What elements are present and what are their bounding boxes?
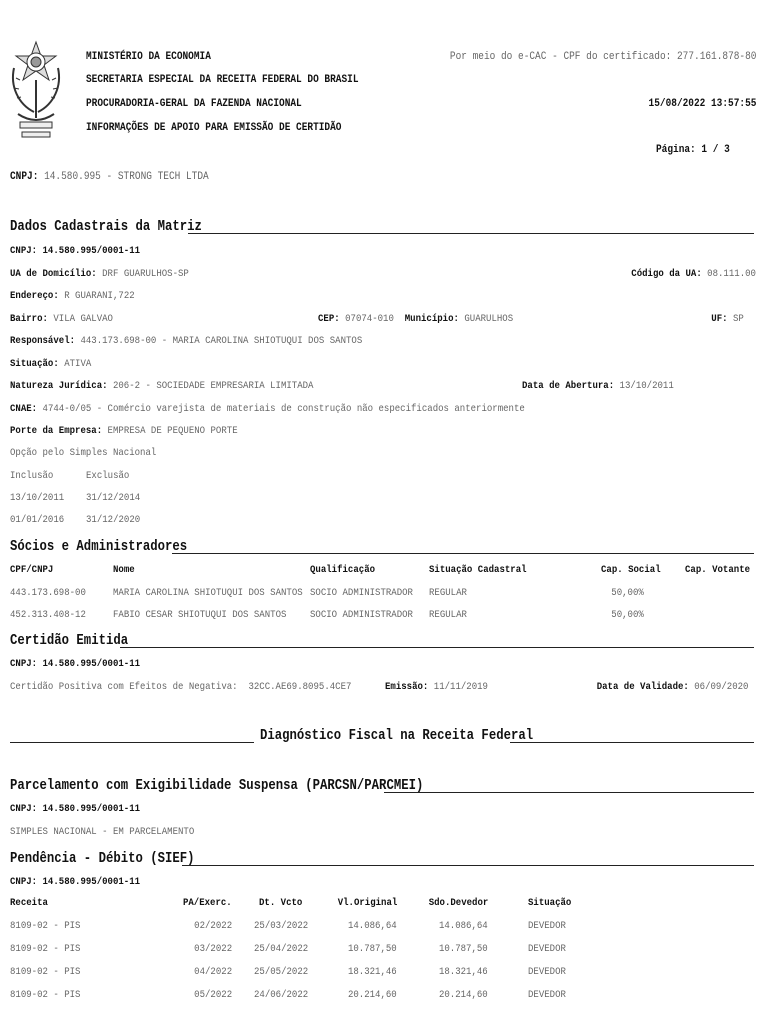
cnae: CNAE: 4744-0/05 - Comércio varejista de materiais de construção não especificados anteriormente bbox=[10, 403, 525, 415]
section-title-socios: Sócios e Administradores bbox=[10, 538, 188, 555]
section-title-parcsn: Parcelamento com Exigibilidade Suspensa (PARCSN/PARCMEI) bbox=[10, 777, 424, 794]
pendencia-header-situacao: Situação bbox=[528, 897, 572, 909]
pendencia-cell: DEVEDOR bbox=[528, 920, 566, 932]
data-abertura: Data de Abertura: 13/10/2011 bbox=[522, 380, 674, 392]
pendencia-header-vcto: Dt. Vcto bbox=[259, 897, 303, 909]
pendencia-cell: 20.214,60 bbox=[439, 989, 488, 1001]
socios-header-nome: Nome bbox=[113, 564, 135, 576]
certidao-emissao: Emissão: 11/11/2019 bbox=[385, 681, 488, 693]
pendencia-cell: DEVEDOR bbox=[528, 966, 566, 978]
pendencia-cell: 18.321,46 bbox=[439, 966, 488, 978]
ecac-certificate: Por meio do e-CAC - CPF do certificado: 277.161.878-80 bbox=[449, 51, 756, 63]
socio-cell: 50,00% bbox=[611, 587, 644, 599]
socio-cell: FABIO CESAR SHIOTUQUI DOS SANTOS bbox=[113, 609, 287, 621]
pendencia-header-pa: PA/Exerc. bbox=[183, 897, 232, 909]
pendencia-header-receita: Receita bbox=[10, 897, 48, 909]
pendencia-cell: 25/04/2022 bbox=[254, 943, 309, 955]
socio-cell: MARIA CAROLINA SHIOTUQUI DOS SANTOS bbox=[113, 587, 303, 599]
socio-cell: 50,00% bbox=[611, 609, 644, 621]
pendencia-cell: 04/2022 bbox=[194, 966, 232, 978]
socio-cell: SOCIO ADMINISTRADOR bbox=[310, 609, 413, 621]
section-rule bbox=[182, 865, 754, 866]
section-rule bbox=[120, 647, 754, 648]
pendencia-header-vl-original: Vl.Original bbox=[337, 897, 397, 909]
responsavel: Responsável: 443.173.698-00 - MARIA CAROLINA SHIOTUQUI DOS SANTOS bbox=[10, 335, 363, 347]
socios-header-situacao: Situação Cadastral bbox=[429, 564, 527, 576]
socios-header-cap-votante: Cap. Votante bbox=[685, 564, 751, 576]
section-title-certidao: Certidão Emitida bbox=[10, 632, 129, 649]
pendencia-header-sdo-devedor: Sdo.Devedor bbox=[428, 897, 488, 909]
section-title-diagnostico: Diagnóstico Fiscal na Receita Federal bbox=[260, 727, 534, 744]
pendencia-cell: 8109-02 - PIS bbox=[10, 920, 81, 932]
bairro: Bairro: VILA GALVAO bbox=[10, 313, 113, 325]
socios-header-cap-social: Cap. Social bbox=[601, 564, 661, 576]
natureza-juridica: Natureza Jurídica: 206-2 - SOCIEDADE EMPRESARIA LIMITADA bbox=[10, 380, 314, 392]
socios-header-qualificacao: Qualificação bbox=[310, 564, 376, 576]
pendencia-cell: 10.787,50 bbox=[439, 943, 488, 955]
top-cnpj: CNPJ: 14.580.995 - STRONG TECH LTDA bbox=[10, 171, 209, 183]
socios-header-cpf: CPF/CNPJ bbox=[10, 564, 54, 576]
header-procuradoria: PROCURADORIA-GERAL DA FAZENDA NACIONAL bbox=[86, 98, 302, 110]
simples-cell: 31/12/2020 bbox=[86, 514, 141, 526]
certidao-tipo: Certidão Positiva com Efeitos de Negativa: 32CC.AE69.8095.4CE7 bbox=[10, 681, 352, 693]
pendencia-cell: DEVEDOR bbox=[528, 943, 566, 955]
dados-cnpj: CNPJ: 14.580.995/0001-11 bbox=[10, 245, 141, 257]
simples-cell: 31/12/2014 bbox=[86, 492, 141, 504]
simples-cell: 13/10/2011 bbox=[10, 492, 65, 504]
pendencia-cell: 03/2022 bbox=[194, 943, 232, 955]
pendencia-cell: 8109-02 - PIS bbox=[10, 966, 81, 978]
situacao: Situação: ATIVA bbox=[10, 358, 92, 370]
simples-cell: 01/01/2016 bbox=[10, 514, 65, 526]
socio-cell: SOCIO ADMINISTRADOR bbox=[310, 587, 413, 599]
simples-title: Opção pelo Simples Nacional bbox=[10, 447, 157, 459]
simples-head-exclusao: Exclusão bbox=[86, 470, 130, 482]
parcsn-cnpj: CNPJ: 14.580.995/0001-11 bbox=[10, 803, 141, 815]
pendencia-cell: 02/2022 bbox=[194, 920, 232, 932]
pendencia-cell: 05/2022 bbox=[194, 989, 232, 1001]
ua-domicilio: UA de Domicílio: DRF GUARULHOS-SP bbox=[10, 268, 189, 280]
cep-municipio: CEP: 07074-010 Município: GUARULHOS bbox=[318, 313, 514, 325]
certidao-cnpj: CNPJ: 14.580.995/0001-11 bbox=[10, 658, 141, 670]
pendencia-cell: 8109-02 - PIS bbox=[10, 943, 81, 955]
pendencia-cell: 18.321,46 bbox=[348, 966, 397, 978]
codigo-ua: Código da UA: 08.111.00 bbox=[631, 268, 756, 280]
section-rule bbox=[188, 233, 754, 234]
page-indicator: Página: 1 / 3 bbox=[656, 144, 730, 156]
header-ministry: MINISTÉRIO DA ECONOMIA bbox=[86, 51, 211, 63]
section-rule bbox=[384, 792, 754, 793]
section-title-dados-cadastrais: Dados Cadastrais da Matriz bbox=[10, 218, 202, 235]
endereco: Endereço: R GUARANI,722 bbox=[10, 290, 135, 302]
coat-of-arms-emblem bbox=[8, 38, 64, 142]
pendencia-cell: 20.214,60 bbox=[348, 989, 397, 1001]
porte-empresa: Porte da Empresa: EMPRESA DE PEQUENO PORTE bbox=[10, 425, 238, 437]
pendencia-cell: 24/06/2022 bbox=[254, 989, 309, 1001]
pendencia-cnpj: CNPJ: 14.580.995/0001-11 bbox=[10, 876, 141, 888]
parcsn-status: SIMPLES NACIONAL - EM PARCELAMENTO bbox=[10, 826, 195, 838]
emission-datetime: 15/08/2022 13:57:55 bbox=[648, 98, 756, 110]
pendencia-cell: 14.086,64 bbox=[348, 920, 397, 932]
section-title-pendencia: Pendência - Débito (SIEF) bbox=[10, 850, 195, 867]
uf: UF: SP bbox=[711, 313, 744, 325]
section-rule bbox=[510, 742, 754, 743]
section-rule bbox=[172, 553, 754, 554]
socio-cell: REGULAR bbox=[429, 609, 467, 621]
header-secretaria: SECRETARIA ESPECIAL DA RECEITA FEDERAL DO BRASIL bbox=[86, 74, 359, 86]
socio-cell: 452.313.408-12 bbox=[10, 609, 86, 621]
socio-cell: REGULAR bbox=[429, 587, 467, 599]
section-rule bbox=[10, 742, 254, 743]
pendencia-cell: 25/03/2022 bbox=[254, 920, 309, 932]
pendencia-cell: 8109-02 - PIS bbox=[10, 989, 81, 1001]
certidao-validade: Data de Validade: 06/09/2020 bbox=[596, 681, 748, 693]
socio-cell: 443.173.698-00 bbox=[10, 587, 86, 599]
pendencia-cell: 14.086,64 bbox=[439, 920, 488, 932]
simples-head-inclusao: Inclusão bbox=[10, 470, 54, 482]
pendencia-cell: DEVEDOR bbox=[528, 989, 566, 1001]
header-informacoes: INFORMAÇÕES DE APOIO PARA EMISSÃO DE CERTIDÃO bbox=[86, 122, 342, 134]
pendencia-cell: 25/05/2022 bbox=[254, 966, 309, 978]
pendencia-cell: 10.787,50 bbox=[348, 943, 397, 955]
